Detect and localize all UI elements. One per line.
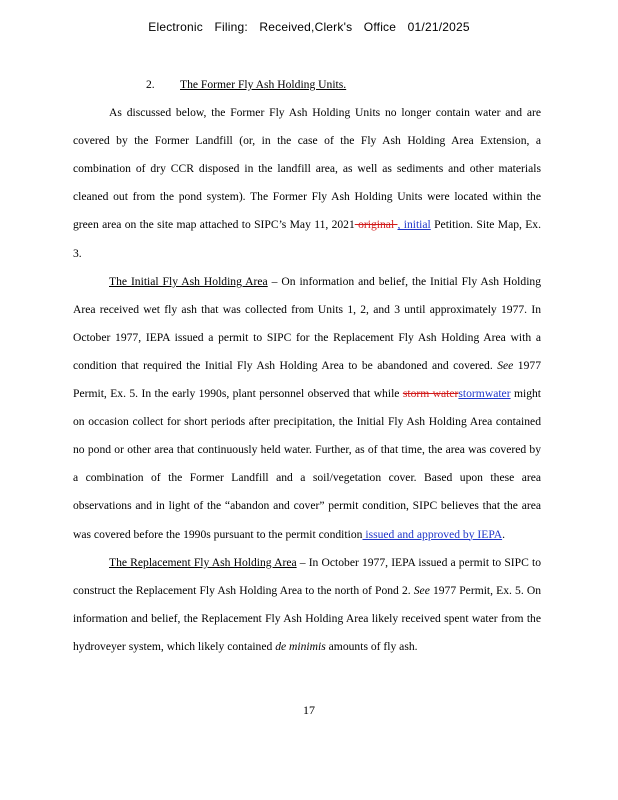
paragraph-text: amounts of fly ash.	[325, 639, 418, 653]
paragraph-text: – In October 1977, IEPA issued a permit to SIPC to construct the Replacement Fly Ash Holding Area to the north of Pond 2.	[73, 555, 541, 597]
paragraph-heading: The Initial Fly Ash Holding Area	[109, 274, 268, 288]
section-heading	[73, 71, 541, 99]
paragraph-text: Petition. Site Map, Ex. 3.	[73, 218, 542, 260]
page-number: 17	[303, 703, 315, 717]
paragraph-text: might on occasion collect for short periods after precipitation, the Initial Fly Ash Holding Area contained no pond or other area that continuously held water. Further, as of that time, the area was covered by a combination of the Former Landfill and a soil/vegetation cover. Based upon these area observations and in light of the “abandon and cover” permit condition, SIPC believes that the area was covered before the 1990s pursuant to the permit condition	[73, 387, 542, 541]
section-title: The Former Fly Ash Holding Units.	[180, 78, 347, 91]
document-body	[73, 71, 541, 661]
deleted-text: storm water	[402, 387, 459, 401]
paragraph-overview	[73, 99, 541, 268]
paragraph-heading: The Replacement Fly Ash Holding Area	[109, 555, 297, 569]
paragraph-text: – On information and belief, the Initial Fly Ash Holding Area received wet fly ash that was collected from Units 1, 2, and 3 until approximately 1977. In October 1977, IEPA issued a permit to SIPC for the Replacement Fly Ash Holding Area with a condition that required the Initial Fly Ash Holding Area to be abandoned and covered.	[73, 274, 542, 372]
latin-term: de minimis	[275, 639, 326, 653]
inserted-text: issued and approved by IEPA	[362, 527, 503, 541]
paragraph-initial-area	[73, 268, 541, 549]
paragraph-text: 1977 Permit, Ex. 5. In the early 1990s, plant personnel observed that while	[73, 358, 541, 401]
inserted-text: stormwater	[458, 387, 511, 401]
deleted-text: original	[354, 218, 398, 232]
paragraph-text: As discussed below, the Former Fly Ash Holding Units no longer contain water and are covered by the Former Landfill (or, in the case of the Fly Ash Holding Area Extension, a combination of dry CCR disposed in the landfill area, as well as sediments and other materials cleaned out from the pond system). The Former Fly Ash Holding Units were located within the green area on the site map attached to SIPC’s May 11, 2021	[73, 106, 541, 232]
filing-stamp: Electronic Filing: Received,Clerk's Office 01/21/2025	[148, 20, 470, 34]
section-number: 2.	[146, 78, 155, 91]
paragraph-text: 1977 Permit, Ex. 5. On information and belief, the Replacement Fly Ash Holding Area likely received spent water from the hydroveyer system, which likely contained	[73, 583, 541, 653]
paragraph-text: .	[502, 527, 506, 541]
citation-signal: See	[413, 583, 430, 597]
citation-signal: See	[497, 358, 514, 372]
paragraph-replacement-area	[73, 549, 541, 661]
inserted-text: , initial	[397, 218, 431, 232]
